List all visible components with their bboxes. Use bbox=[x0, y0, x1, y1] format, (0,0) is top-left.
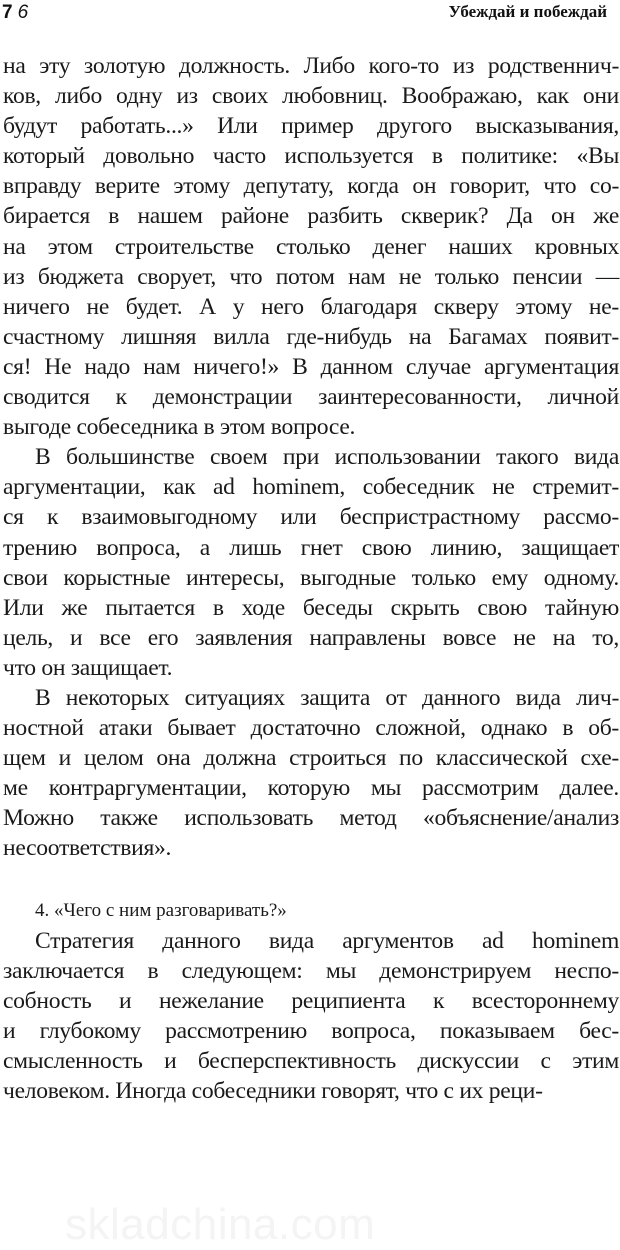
text-line: Или же пытается в ходе беседы скрыть свою тайную bbox=[3, 594, 619, 621]
text-line: бирается в нашем районе разбить скверик? Да он же bbox=[3, 203, 619, 230]
text-line: на эту золотую должность. Либо кого-то из родственнич- bbox=[3, 53, 619, 79]
watermark: skladchina.com bbox=[65, 1200, 376, 1249]
text-line: смысленность и бесперспективность дискуссии с этим bbox=[3, 1047, 619, 1074]
page-header bbox=[0, 0, 620, 30]
text-line: на этом строительстве столько денег наших кровных bbox=[3, 233, 619, 260]
text-line: ся к взаимовыгодному или беспристрастному рассмо- bbox=[3, 504, 619, 531]
text-line: выгоде собеседника в этом вопросе. bbox=[3, 414, 356, 441]
text-line: который довольно часто используется в политике: «Вы bbox=[3, 143, 619, 170]
page-body bbox=[3, 51, 619, 1106]
text-line: В некоторых ситуациях защита от данного вида лич- bbox=[35, 684, 619, 711]
text-line: ся! Не надо нам ничего!» В данном случае аргументация bbox=[3, 353, 619, 380]
section-heading: 4. «Чего с ним разговаривать?» bbox=[35, 899, 287, 921]
text-line: цель, и все его заявления направлены вовсе не на то, bbox=[3, 624, 619, 651]
text-line: из бюджета сворует, что потом нам не только пенсии — bbox=[3, 263, 619, 290]
text-line: ностной атаки бывает достаточно сложной, однако в об- bbox=[3, 715, 619, 742]
text-line: будут работать...» Или пример другого высказывания, bbox=[3, 113, 619, 140]
page-number-digit-1: 7 bbox=[2, 2, 13, 23]
text-line: аргументации, как ad hominem, собеседник не стремит- bbox=[3, 474, 619, 501]
page-number-digit-2: 6 bbox=[17, 2, 29, 23]
text-line: и глубокому рассмотрению вопроса, показываем бес- bbox=[3, 1017, 619, 1044]
text-line: ков, либо одну из своих любовниц. Воображаю, как они bbox=[3, 83, 619, 110]
text-line: свои корыстные интересы, выгодные только ему одному. bbox=[3, 564, 619, 591]
text-line: вправду верите этому депутату, когда он говорит, что со- bbox=[3, 173, 619, 200]
text-line: несоответствия». bbox=[3, 835, 172, 862]
text-line: что он защищает. bbox=[3, 654, 173, 681]
text-line: В большинстве своем при использовании такого вида bbox=[35, 444, 619, 471]
running-title: Убеждай и побеждай bbox=[448, 2, 607, 21]
text-line: собность и нежелание реципиента к всестороннему bbox=[3, 987, 619, 1014]
paragraph-3 bbox=[3, 683, 619, 864]
text-line: счастному лишняя вилла где-нибудь на Багамах появит- bbox=[3, 323, 619, 350]
text-line: Стратегия данного вида аргументов ad hominem bbox=[35, 927, 619, 954]
text-line: человеком. Иногда собеседники говорят, что с их реци- bbox=[3, 1078, 543, 1104]
text-line: ме контраргументации, которую мы рассмотрим далее. bbox=[3, 775, 619, 802]
text-line: Можно также использовать метод «объяснение/анализ bbox=[3, 805, 619, 832]
text-line: сводится к демонстрации заинтересованности, личной bbox=[3, 384, 619, 411]
paragraph-1 bbox=[3, 51, 619, 442]
page-number bbox=[2, 2, 28, 24]
paragraph-4 bbox=[3, 926, 619, 1107]
text-line: щем и целом она должна строиться по классической схе- bbox=[3, 745, 619, 772]
text-line: трению вопроса, а лишь гнет свою линию, защищает bbox=[3, 534, 619, 561]
paragraph-2 bbox=[3, 442, 619, 683]
text-line: заключается в следующем: мы демонстрируем неспо- bbox=[3, 957, 619, 984]
text-line: ничего не будет. А у него благодаря скверу этому не- bbox=[3, 293, 619, 320]
